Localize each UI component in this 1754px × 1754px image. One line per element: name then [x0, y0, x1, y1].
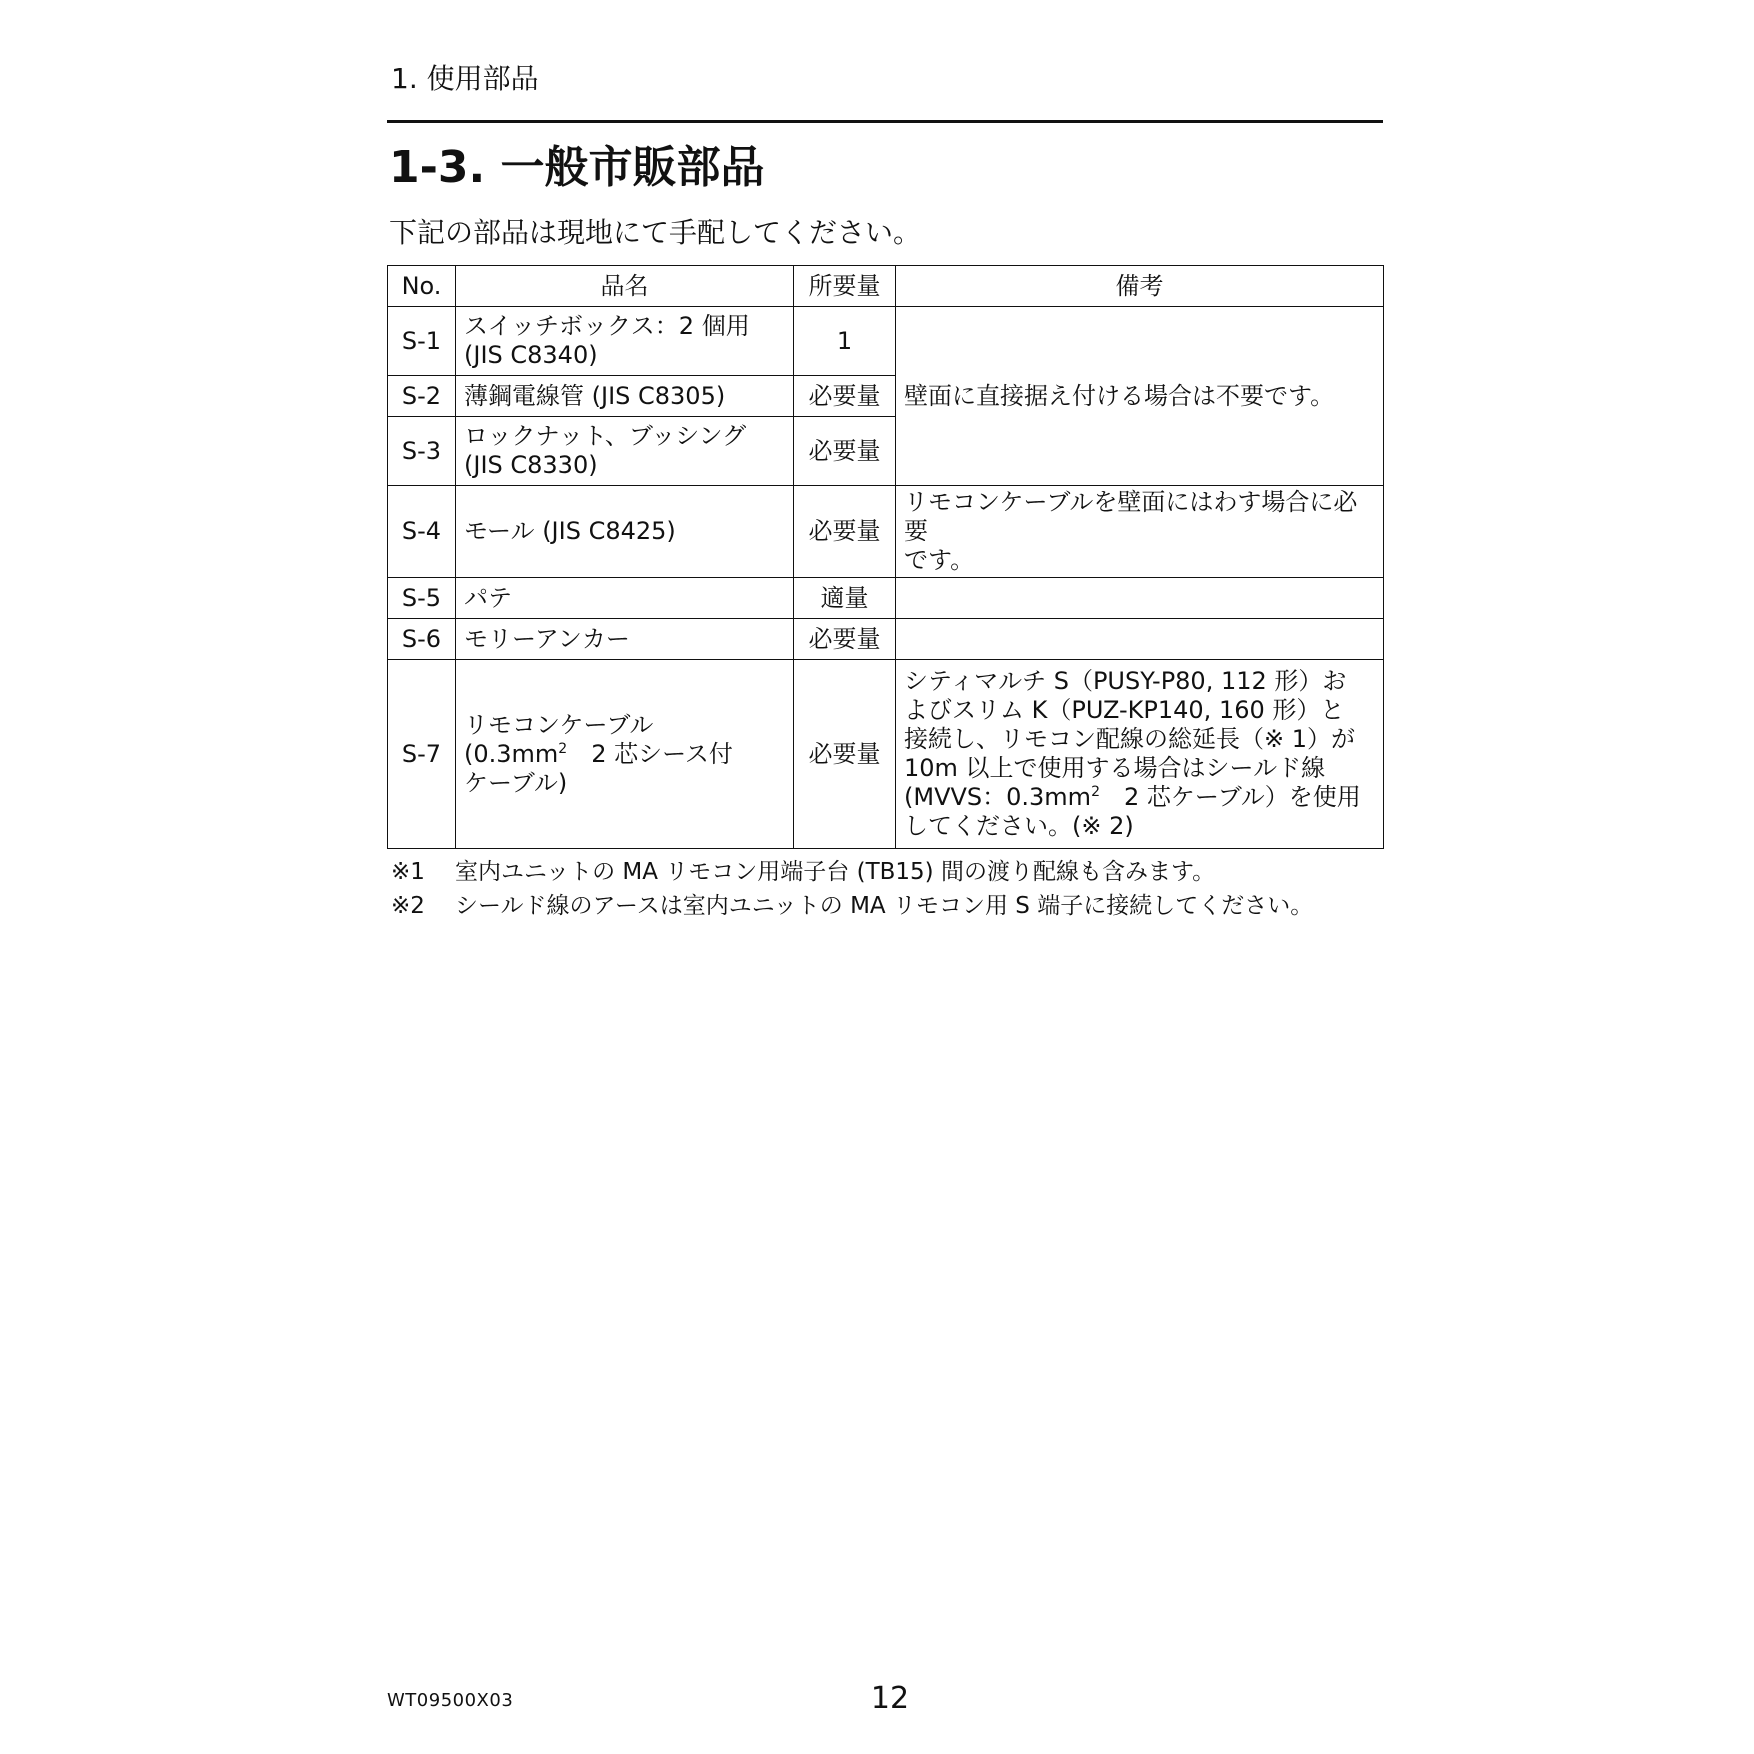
cell-note — [896, 619, 1384, 660]
page-number: 12 — [870, 1681, 910, 1716]
cell-note-line: よびスリム K（PUZ-KP140, 160 形）と — [904, 696, 1345, 724]
footnote-1 — [391, 855, 1383, 889]
footnotes — [387, 855, 1383, 923]
cell-note-line: です。 — [904, 546, 975, 574]
cell-name-line: スイッチボックス：2 個用 — [464, 312, 750, 340]
cell-name-text: (0.3mm — [464, 739, 559, 768]
cell-name: パテ — [456, 578, 794, 619]
footnote-mark: ※1 — [391, 859, 425, 885]
cell-note-line: してください。(※ 2) — [904, 812, 1134, 840]
cell-no: S-3 — [388, 417, 456, 486]
cell-qty: 必要量 — [794, 486, 896, 578]
cell-note — [896, 578, 1384, 619]
superscript-exponent: 2 — [1091, 784, 1100, 800]
cell-name — [456, 660, 794, 849]
cell-qty: 1 — [794, 307, 896, 376]
intro-text: 下記の部品は現地にて手配してください。 — [389, 216, 922, 249]
table-row — [388, 660, 1384, 849]
cell-name — [456, 417, 794, 486]
table-row — [388, 307, 1384, 376]
header-note: 備考 — [896, 266, 1384, 307]
page-content — [387, 60, 1383, 923]
header-name: 品名 — [456, 266, 794, 307]
cell-note — [896, 486, 1384, 578]
cell-note — [896, 660, 1384, 849]
cell-no: S-4 — [388, 486, 456, 578]
cell-note-text: 2 芯ケーブル）を使用 — [1124, 783, 1361, 811]
cell-qty: 必要量 — [794, 417, 896, 486]
header-no: No. — [388, 266, 456, 307]
cell-name: 薄鋼電線管 (JIS C8305) — [456, 376, 794, 417]
table-header-row — [388, 266, 1384, 307]
parts-table — [387, 265, 1384, 849]
cell-no: S-2 — [388, 376, 456, 417]
cell-name-line: リモコンケーブル — [464, 710, 654, 739]
cell-no: S-7 — [388, 660, 456, 849]
footnote-text: 室内ユニットの MA リモコン用端子台 (TB15) 間の渡り配線も含みます。 — [455, 859, 1216, 885]
cell-note-line — [904, 783, 1375, 812]
table-row — [388, 619, 1384, 660]
cell-name-text: 2 芯シース付 — [591, 739, 733, 768]
cell-name-line: (JIS C8330) — [464, 451, 598, 479]
footnote-2 — [391, 889, 1383, 923]
footnote-text: シールド線のアースは室内ユニットの MA リモコン用 S 端子に接続してください。 — [455, 893, 1314, 919]
cell-note-line: 接続し、リモコン配線の総延長（※ 1）が — [904, 725, 1356, 753]
table-row — [388, 578, 1384, 619]
cell-name — [456, 307, 794, 376]
cell-name-line — [464, 740, 785, 769]
cell-name-line: ケーブル) — [464, 768, 568, 797]
cell-no: S-1 — [388, 307, 456, 376]
cell-note-line: リモコンケーブルを壁面にはわす場合に必要 — [904, 488, 1358, 545]
header-qty: 所要量 — [794, 266, 896, 307]
footnote-mark: ※2 — [391, 893, 425, 919]
cell-name-line: ロックナット、ブッシング — [464, 422, 747, 450]
cell-note-line: 10m 以上で使用する場合はシールド線 — [904, 754, 1326, 782]
cell-no: S-5 — [388, 578, 456, 619]
header-rule — [387, 120, 1383, 123]
document-code: WT09500X03 — [387, 1690, 514, 1711]
cell-note-shared: 壁面に直接据え付ける場合は不要です。 — [896, 307, 1384, 486]
table-row — [388, 486, 1384, 578]
cell-name: モール (JIS C8425) — [456, 486, 794, 578]
cell-qty: 適量 — [794, 578, 896, 619]
cell-qty: 必要量 — [794, 660, 896, 849]
cell-no: S-6 — [388, 619, 456, 660]
cell-name: モリーアンカー — [456, 619, 794, 660]
cell-name-line: (JIS C8340) — [464, 341, 598, 369]
cell-note-text: (MVVS：0.3mm — [904, 783, 1092, 811]
section-title: 1-3. 一般市販部品 — [389, 142, 765, 193]
cell-note-line: シティマルチ S（PUSY-P80, 112 形）お — [904, 667, 1347, 695]
cell-qty: 必要量 — [794, 376, 896, 417]
chapter-heading: 1. 使用部品 — [391, 62, 539, 95]
superscript-exponent: 2 — [558, 740, 568, 757]
cell-qty: 必要量 — [794, 619, 896, 660]
